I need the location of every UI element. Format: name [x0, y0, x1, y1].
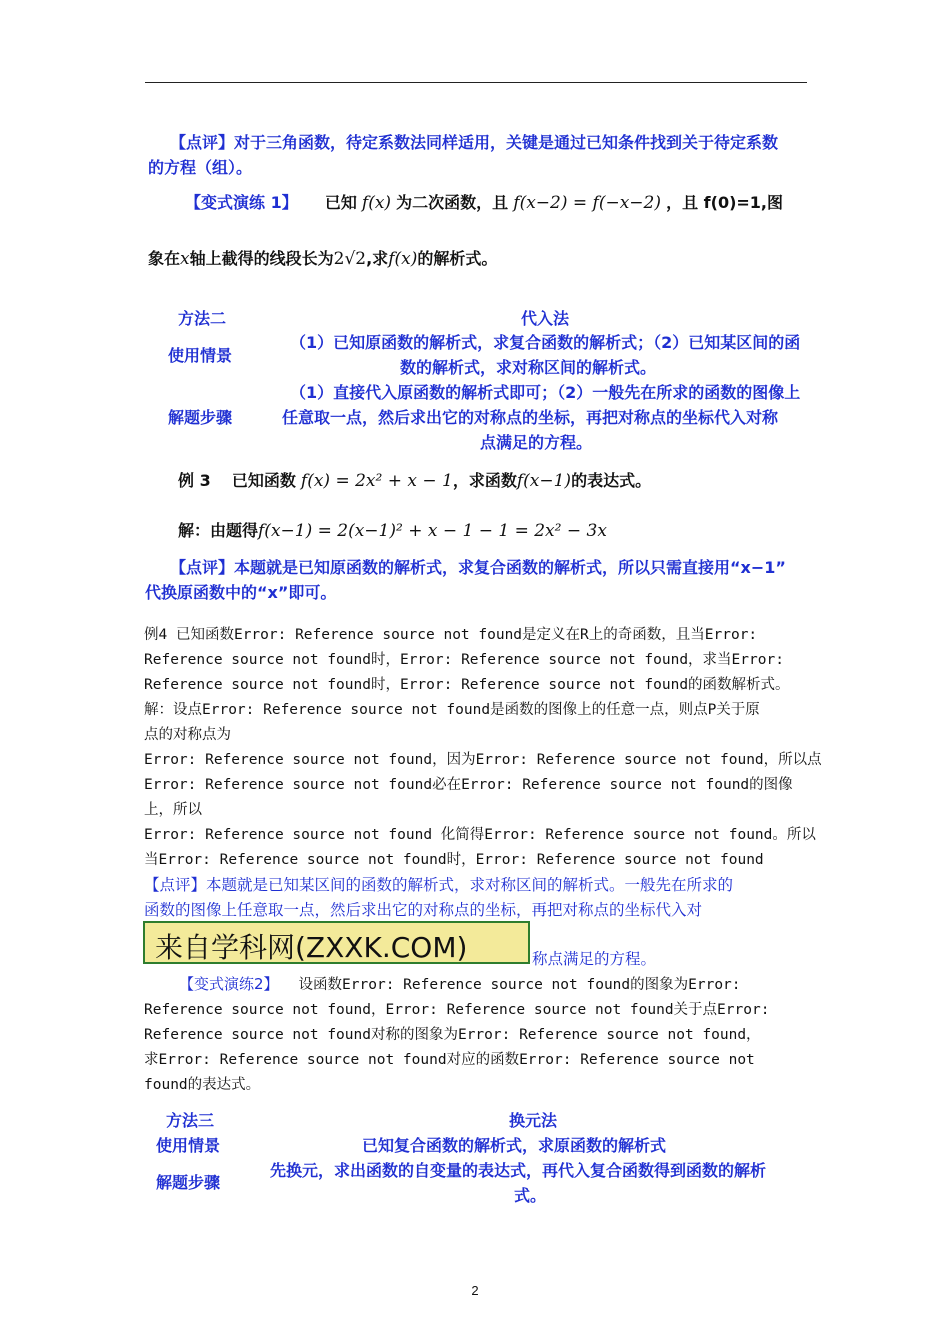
example3-solution	[178, 518, 607, 541]
variant2-line: 求Error: Reference source not found对应的函数Error: Reference source not	[144, 1052, 755, 1068]
method3-steps-label: 解题步骤	[156, 1173, 221, 1192]
comment3-line2: 代换原函数中的“x”即可。	[145, 583, 337, 602]
comment4-line3: 称点满足的方程。	[532, 950, 657, 968]
variant1-text3: ，且 f(0)=1,图	[666, 193, 784, 212]
example4-line: Error: Reference source not found 化简得Error: Reference source not found。所以	[144, 827, 816, 843]
example4-line: Error: Reference source not found，因为Error: Reference source not found，所以点	[144, 752, 822, 768]
variant1-length: 2√2	[333, 249, 367, 269]
variant1-text7: 的解析式。	[417, 249, 498, 268]
method2-scene-label: 使用情景	[168, 346, 233, 365]
example4-line: 解：设点Error: Reference source not found是函数的图像上的任意一点，则点P关于原	[144, 702, 760, 718]
example3-solution-label: 解：由题得	[178, 521, 259, 540]
comment4-line1: 【点评】本题就是已知某区间的函数的解析式，求对称区间的解析式。一般先在所求的	[144, 876, 734, 894]
page-number: 2	[471, 1283, 479, 1298]
example3-text3: 的表达式。	[571, 471, 652, 490]
method2-scene-line2: 数的解析式，求对称区间的解析式。	[400, 358, 657, 377]
comment4-line2: 函数的图像上任意取一点，然后求出它的对称点的坐标，再把对称点的坐标代入对	[144, 901, 703, 919]
variant1-text6: ,求	[366, 249, 389, 268]
watermark-text: 来自学科网(ZXXK.COM)	[155, 931, 468, 964]
variant1-text1: 已知	[324, 193, 357, 212]
example3-statement	[178, 468, 651, 491]
example3-label: 例 3	[178, 471, 211, 490]
example4-line: Error: Reference source not found必在Error: Reference source not found的图像	[144, 777, 793, 793]
comment3-line1: 【点评】本题就是已知原函数的解析式，求复合函数的解析式，所以只需直接用“x−1”	[170, 558, 786, 577]
variant2-line: found的表达式。	[144, 1077, 261, 1093]
example4-body	[144, 623, 822, 873]
example4-line: 点的对称点为	[144, 727, 231, 743]
variant2-line: Reference source not found对称的图象为Error: Reference source not found，	[144, 1027, 761, 1043]
example4-line: 当Error: Reference source not found时，Error: Reference source not found	[144, 852, 764, 868]
method3-label: 方法三	[166, 1111, 215, 1130]
method2-steps-label: 解题步骤	[168, 408, 233, 427]
variant2-line: Reference source not found，Error: Reference source not found关于点Error:	[144, 1002, 770, 1018]
variant1-func: f(x)	[361, 193, 392, 213]
variant2-line	[144, 972, 814, 998]
watermark-logo	[143, 921, 530, 964]
method2-label: 方法二	[178, 309, 227, 328]
method3-steps-line1: 先换元，求出函数的自变量的表达式，再代入复合函数得到函数的解析	[270, 1161, 767, 1180]
header-rule	[145, 82, 807, 83]
method2-steps-line1: （1）直接代入原函数的解析式即可；（2）一般先在所求的函数的图像上	[290, 383, 801, 402]
method3-scene-line1: 已知复合函数的解析式，求原函数的解析式	[362, 1136, 667, 1155]
variant1-func2: f(x)	[388, 249, 418, 269]
example4-line: Reference source not found时，Error: Reference source not found，求当Error:	[144, 652, 784, 668]
example3-solution-equation: f(x−1) = 2(x−1)² + x − 1 − 1 = 2x² − 3x	[258, 521, 607, 541]
example3-equation: f(x) = 2x² + x − 1	[300, 471, 453, 491]
variant1-text2: 为二次函数，且	[396, 193, 509, 212]
method2-scene-line1: （1）已知原函数的解析式，求复合函数的解析式；（2）已知某区间的函	[290, 333, 801, 352]
example3-func: f(x−1)	[516, 471, 572, 491]
example4-line: 例4 已知函数Error: Reference source not found是定义在R上的奇函数，且当Error:	[144, 627, 758, 643]
example3-text1: 已知函数	[231, 471, 296, 490]
method2-steps-line2: 任意取一点，然后求出它的对称点的坐标，再把对称点的坐标代入对称	[282, 408, 779, 427]
variant2-body	[144, 972, 814, 1098]
variant2-text: 设函数Error: Reference source not found的图象为Error:	[298, 977, 741, 993]
variant1-text5: 轴上截得的线段长为	[189, 249, 334, 268]
method3-title: 换元法	[508, 1111, 557, 1130]
variant1-label: 【变式演练 1】	[185, 193, 298, 212]
variant1-line2	[148, 246, 497, 269]
variant1-x: x	[180, 249, 190, 269]
method2-title: 代入法	[520, 309, 569, 328]
method2-steps-line3: 点满足的方程。	[480, 433, 593, 452]
example4-line: Reference source not found时，Error: Reference source not found的函数解析式。	[144, 677, 790, 693]
comment1-line2: 的方程（组）。	[148, 158, 253, 177]
variant2-label: 【变式演练2】	[179, 975, 279, 993]
comment1-line1: 【点评】对于三角函数，待定系数法同样适用，关键是通过已知条件找到关于待定系数	[170, 133, 779, 152]
example4-line: 上，所以	[144, 802, 202, 818]
variant1-text4: 象在	[148, 249, 181, 268]
variant1-line1	[185, 190, 783, 213]
method3-scene-label: 使用情景	[156, 1136, 221, 1155]
variant1-equation: f(x−2) = f(−x−2)	[513, 193, 661, 213]
method3-steps-line2: 式。	[514, 1186, 547, 1205]
example3-text2: ，求函数	[452, 471, 517, 490]
